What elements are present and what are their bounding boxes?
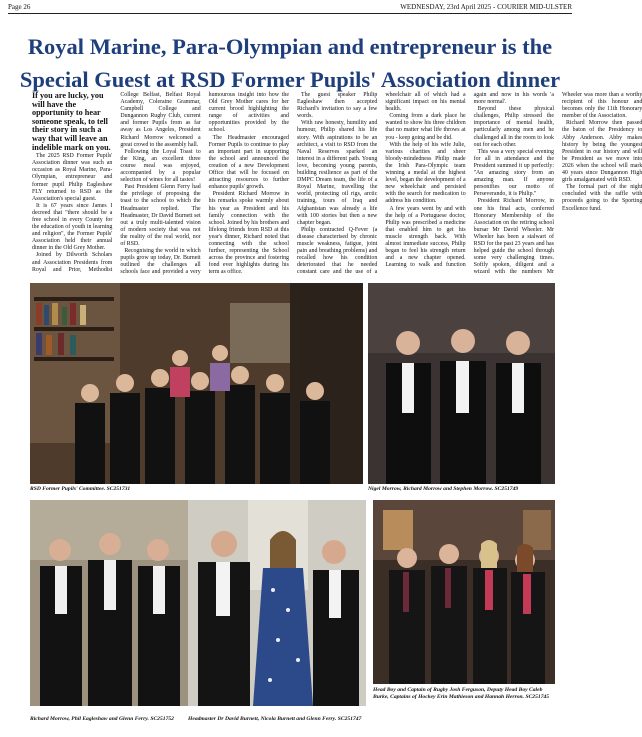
- article-paragraph: President Richard Morrow, in one his final acts, conferred Honorary Membership of the Association on the retiring school bursar Mr David Wheeler. Mr Wheeler has been a stalwart of RSD for the past 23 years and has helped guide the school through some very challenging times. Softly spoken, diligent and a wizard with the numbers Mr Wheeler was more than a worthy recipient of this honour and becomes only the 11th Honorary member of the Association.: [473, 92, 642, 276]
- head-boy-girl-caption: Head Boy and Captain of Rugby Josh Ferguson, Deputy Head Boy Caleb Burke, Captains of Hockey Erin Mathieson and Hannah Herron. SC251745: [373, 687, 550, 700]
- article-paragraph: Philip contracted Q-Fever (a disease characterised by chronic muscle weakness, fatigue, joint pain and breathing problems) and recalled how his condition deteriorated that he needed constant care and the use of a wheelchair all of which had a significant impact on his mental health.: [296, 92, 466, 276]
- head-boy-girl-photo: [373, 500, 555, 684]
- eagleshaw-caption: Richard Morrow, Phil Eagleshaw and Glenn Ferry. SC251752: [30, 716, 174, 722]
- morrow-brothers-photo: [368, 283, 555, 484]
- article-paragraph: Beyond these physical challenges, Philip stressed the importance of mental health, particularly among men and he challenged all in the room to look out for each other.: [473, 106, 554, 148]
- article-paragraph: Following the Loyal Toast to the King, an excellent three course meal was enjoyed, accompanied by a popular selection of wines for all tastes!: [120, 148, 201, 184]
- article-paragraph: The Headmaster encouraged Former Pupils to continue to play an important part in supporting the school and announced the creation of a new Development Office that will be focused on attracting resources to further enhance pupils' growth.: [208, 134, 289, 191]
- article-paragraph: Richard Morrow then passed the baton of the Presidency to Abby Anderson. Abby makes history by being the youngest President in our history and will be President as we move into 2026 when the school will mark 40 years since Dungannon High girls amalgamated with RSD.: [561, 120, 642, 184]
- header-rule: [8, 13, 572, 14]
- article-paragraph: With the help of his wife Julie, various charities and sheer bloody-mindedness Philip made the Irish Para-Olympic team winning a medal at the highest level, began the development of a new wheelchair and persisted with the search for medication to address his condition.: [385, 141, 466, 205]
- headline: Royal Marine, Para-Olympian and entrepreneur is the Special Guest at RSD Former Pupils' Association dinner: [19, 34, 561, 92]
- article-paragraph: Past President Glenn Ferry had the privilege of proposing the toast to the school to which the Headmaster replied. The Headmaster, Dr David Burnett set out a truly multi-talented vision of modern society that was not the reality of the real world, nor of RSD.: [120, 184, 201, 247]
- committee-photo: [30, 283, 363, 484]
- article-paragraph: This was a very special evening for all in attendance and the President summed it up perfectly: "An amazing story from an amazing man. If anyone personifies our motto of Perseverando, it is Philip.": [473, 148, 554, 198]
- article-body: [32, 91, 642, 280]
- article-paragraph: With raw honesty, humility and humour, Philip shared his life story. With aspirations to be an architect, a visit to RSD from the Naval Reserves sparked an interest in a different path. Young love, becoming young parents, building resilience as part of the DMPC Dream team, the life of a Royal Marine, travelling the world, protecting oil rigs, arctic training, tours of Iraq and Afghanistan was already a life with 100 stories but then a new chapter began.: [296, 120, 378, 226]
- headmaster-photo: [188, 500, 366, 706]
- article-paragraph: President Richard Morrow in his remarks spoke warmly about his year as President and his family connection with the school. Joined by his brothers and lifelong friends from RSD at this year's dinner, Richard noted that connecting with the school further, representing the School across the province and fostering fond ever highlights during his term as office.: [208, 191, 289, 276]
- article-paragraph: Joined by Dilworth Scholars and Association Presidents from Royal and Prior, Methodist College Belfast, Belfast Royal Academy, Coleraine Grammar, Campbell College and Dungannon Rugby Club, current and former Pupils from as far away as Los Angeles, President Richard Morrow welcomed a great crowd to the assembly hall.: [32, 92, 201, 273]
- article-paragraph: The 2025 RSD Former Pupils' Association dinner was such an occasion as Royal Marine, Para-Olympian, entrepreneur and former pupil Philip Eagleshaw FLY returned to RSD as the Association's special guest.: [32, 153, 113, 202]
- article-paragraph: The formal part of the night concluded with the raffle with proceeds going to the Sporting Excellence fund.: [561, 184, 642, 212]
- article-paragraph: Recognising the world in which pupils grow up today, Dr. Burnett outlined the challenges all schools face and provided a very humourous insight into how the Old Grey Mother cares for her current brood highlighting the range of activities and opportunities provided by the school.: [120, 92, 289, 276]
- committee-caption: RSD Former Pupils' Committee. SC251731: [30, 486, 131, 492]
- eagleshaw-photo: [30, 500, 188, 706]
- article-lead: If you are lucky, you will have the opportunity to hear someone speak, to tell their story in such a way that will leave an indelible mark on you.: [32, 91, 111, 152]
- dateline: WEDNESDAY, 23rd April 2025 - COURIER MID-ULSTER: [400, 3, 572, 11]
- headmaster-caption: Headmaster Dr David Burnett, Nicola Burnett and Glenn Ferry. SC251747: [188, 716, 362, 722]
- page-number: Page 26: [8, 3, 31, 11]
- article-paragraph: The guest speaker Philip Eagleshaw then accepted Richard's invitation to say a few words.: [296, 92, 378, 120]
- morrow-brothers-caption: Nigel Morrow, Richard Morrow and Stephen Morrow. SC251749: [368, 486, 519, 492]
- article-paragraph: It is 67 years since James I decreed that "there should be a free school in every County for the education of youth in learning and religion", the Former Pupils' Association held their annual dinner in the Old Grey Mother.: [32, 202, 113, 252]
- article-paragraph: A few years went by and with the help of a Portuguese doctor, Philip was prescribed a medicine that enabled him to get his muscle strength back. With almost immediate success, Philip began to feel his strength return and a new chapter opened. Learning to walk and function again and now in his words 'a more normal'.: [385, 92, 554, 269]
- article-paragraph: Coming from a dark place he wanted to show his three children that no matter what life throws at you - keep going and be did.: [385, 113, 466, 141]
- article-paragraphs: [32, 92, 642, 280]
